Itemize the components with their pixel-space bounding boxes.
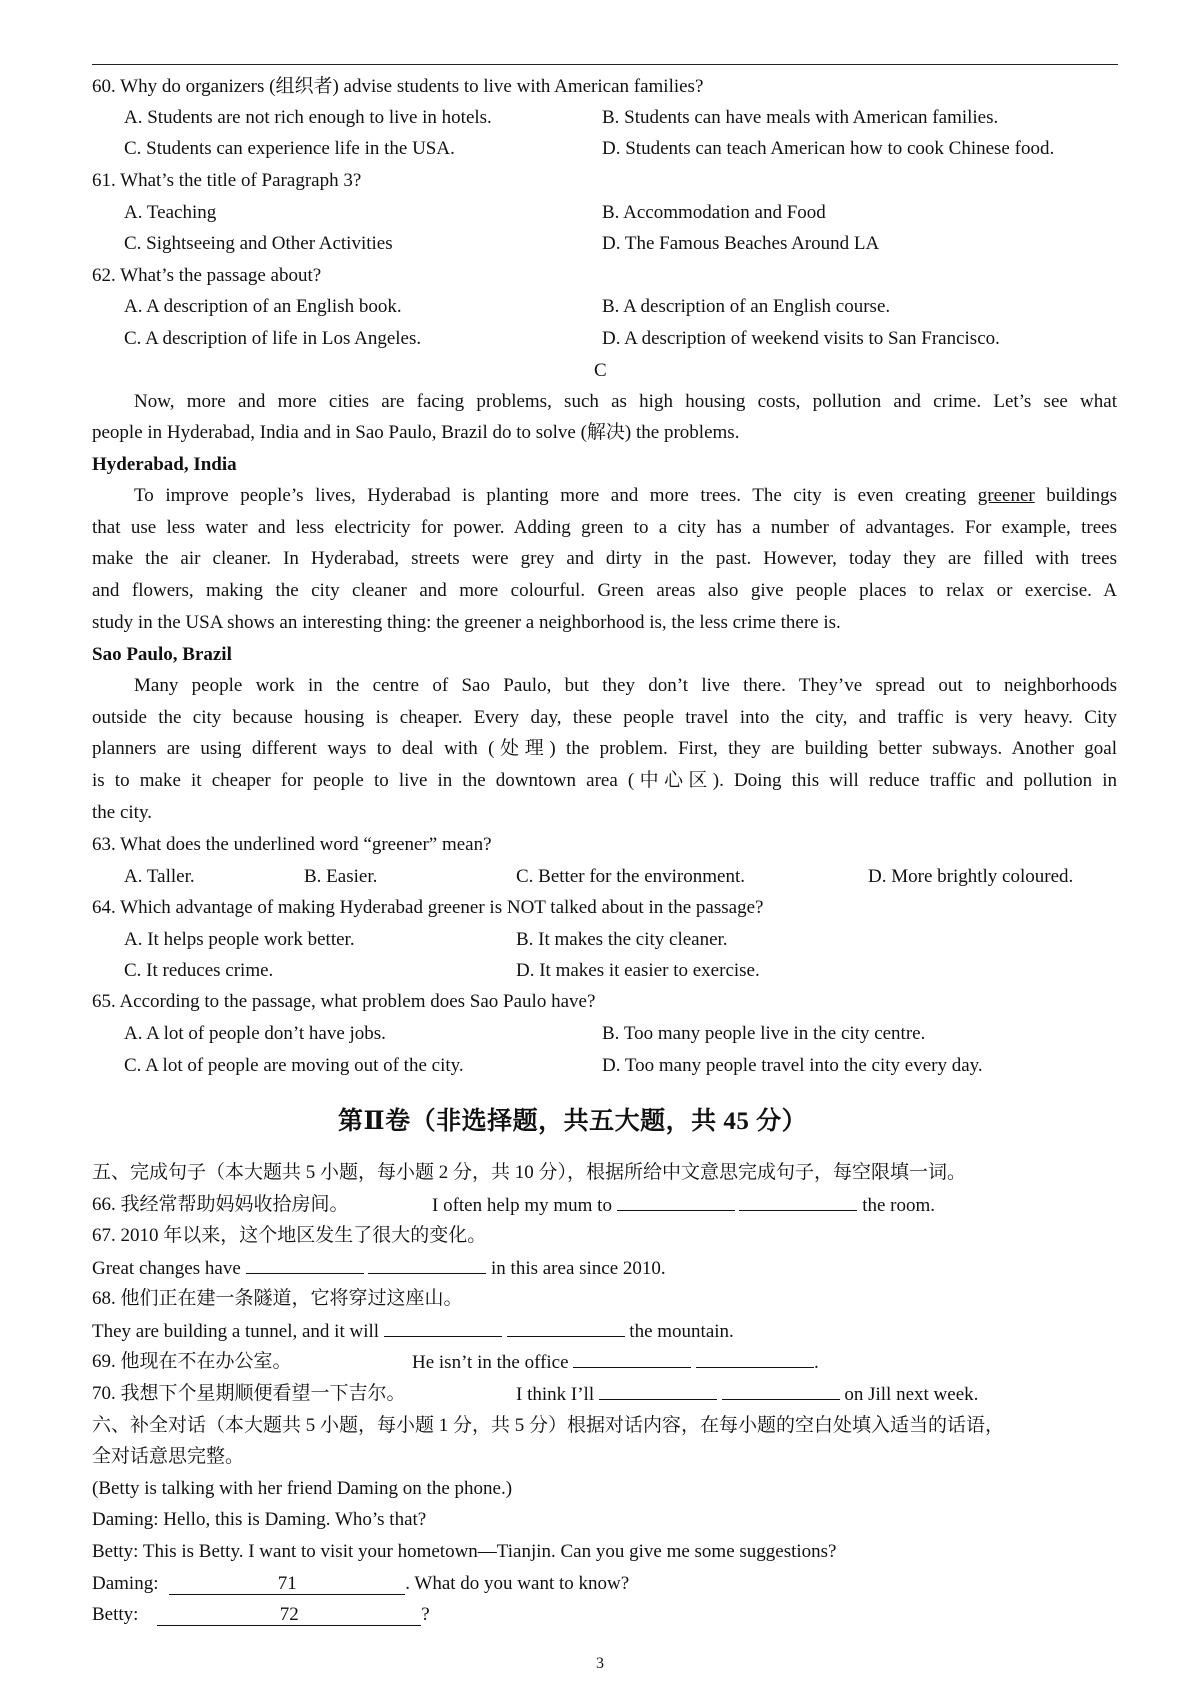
q62-option-a: A. A description of an English book. xyxy=(124,296,402,317)
paragraph-text: To improve people’s lives, Hyderabad is planting more and more trees. The city is even creating xyxy=(134,485,967,506)
q60-option-a: A. Students are not rich enough to live in hotels. xyxy=(124,107,492,128)
q61-option-d: D. The Famous Beaches Around LA xyxy=(602,233,880,254)
dialogue-line xyxy=(92,1604,430,1626)
q70-chinese: 70. 我想下个星期顺便看望一下吉尔。 xyxy=(92,1383,406,1404)
paragraph-line: is to make it cheaper for people to live in the downtown area (中心区). Doing this will reduce traffic and pollution in xyxy=(92,770,1117,791)
q63-option-c: C. Better for the environment. xyxy=(516,866,745,887)
paragraph-line: and flowers, making the city cleaner and more colourful. Green areas also give people places to relax or exercise. A xyxy=(92,580,1117,601)
q68-english xyxy=(92,1320,734,1343)
paragraph-line: study in the USA shows an interesting thing: the greener a neighborhood is, the less crime there is. xyxy=(92,612,841,633)
answer-blank[interactable] xyxy=(599,1383,717,1400)
answer-blank[interactable] xyxy=(739,1194,857,1211)
answer-blank[interactable] xyxy=(696,1351,814,1368)
answer-blank[interactable] xyxy=(507,1320,625,1337)
paragraph-line: the city. xyxy=(92,802,152,823)
q68-text-before: They are building a tunnel, and it will xyxy=(92,1321,380,1342)
passage-intro-line: people in Hyderabad, India and in Sao Paulo, Brazil do to solve (解决) the problems. xyxy=(92,422,740,443)
passage-intro-line: Now, more and more cities are facing problems, such as high housing costs, pollution and crime. Let’s see what xyxy=(134,391,1117,412)
q61-option-b: B. Accommodation and Food xyxy=(602,202,826,223)
q64-option-b: B. It makes the city cleaner. xyxy=(516,929,728,950)
question-60-stem: 60. Why do organizers (组织者) advise students to live with American families? xyxy=(92,76,704,97)
q70-text-before: I think I’ll xyxy=(516,1384,595,1405)
dialogue-line: Betty: This is Betty. I want to visit your hometown—Tianjin. Can you give me some suggestions? xyxy=(92,1541,837,1562)
question-64-stem: 64. Which advantage of making Hyderabad greener is NOT talked about in the passage? xyxy=(92,897,764,918)
dialogue-text: . What do you want to know? xyxy=(405,1573,630,1594)
q68-chinese: 68. 他们正在建一条隧道，它将穿过这座山。 xyxy=(92,1288,463,1309)
answer-blank-72[interactable]: 72 xyxy=(157,1605,421,1626)
q60-option-d: D. Students can teach American how to cook Chinese food. xyxy=(602,138,1055,159)
speaker-daming: Daming: xyxy=(92,1573,159,1594)
q61-option-c: C. Sightseeing and Other Activities xyxy=(124,233,393,254)
answer-blank[interactable] xyxy=(384,1320,502,1337)
dialogue-context: (Betty is talking with her friend Daming on the phone.) xyxy=(92,1478,513,1499)
q60-option-b: B. Students can have meals with American families. xyxy=(602,107,999,128)
q64-option-d: D. It makes it easier to exercise. xyxy=(516,960,760,981)
paragraph-line: Many people work in the centre of Sao Paulo, but they don’t live there. They’ve spread out to neighborhoods xyxy=(134,675,1117,696)
section-2-title: 第Ⅱ卷（非选择题，共五大题，共 45 分） xyxy=(338,1108,808,1135)
page-number: 3 xyxy=(596,1655,604,1672)
q66-text-before: I often help my mum to xyxy=(432,1195,612,1216)
q70-english xyxy=(516,1383,978,1406)
underlined-word-greener: greener xyxy=(977,485,1035,506)
q70-text-after: on Jill next week. xyxy=(844,1384,979,1405)
q65-option-a: A. A lot of people don’t have jobs. xyxy=(124,1023,386,1044)
q67-chinese: 67. 2010 年以来，这个地区发生了很大的变化。 xyxy=(92,1225,487,1246)
speaker-betty: Betty: xyxy=(92,1604,139,1625)
part-6-instruction: 全对话意思完整。 xyxy=(92,1446,245,1467)
q69-chinese: 69. 他现在不在办公室。 xyxy=(92,1351,292,1372)
q61-option-a: A. Teaching xyxy=(124,202,217,223)
q62-option-d: D. A description of weekend visits to San Francisco. xyxy=(602,328,1000,349)
q63-option-a: A. Taller. xyxy=(124,866,195,887)
heading-sao-paulo: Sao Paulo, Brazil xyxy=(92,644,232,665)
dialogue-text: ? xyxy=(421,1604,430,1625)
paragraph-line: planners are using different ways to deal with (处理) the problem. First, they are building better subways. Another goal xyxy=(92,738,1117,759)
q64-option-a: A. It helps people work better. xyxy=(124,929,355,950)
dialogue-line: Daming: Hello, this is Daming. Who’s that? xyxy=(92,1509,427,1530)
question-65-stem: 65. According to the passage, what problem does Sao Paulo have? xyxy=(92,991,596,1012)
q69-english xyxy=(412,1351,819,1374)
q68-text-after: the mountain. xyxy=(629,1321,734,1342)
q62-option-b: B. A description of an English course. xyxy=(602,296,891,317)
q66-chinese: 66. 我经常帮助妈妈收拾房间。 xyxy=(92,1194,349,1215)
answer-blank[interactable] xyxy=(722,1383,840,1400)
answer-blank[interactable] xyxy=(368,1257,486,1274)
q65-option-c: C. A lot of people are moving out of the city. xyxy=(124,1055,464,1076)
paragraph-line xyxy=(134,485,1117,507)
answer-blank[interactable] xyxy=(617,1194,735,1211)
paragraph-line: that use less water and less electricity for power. Adding green to a city has a number of advantages. For example, trees xyxy=(92,517,1117,538)
paragraph-text: buildings xyxy=(1046,485,1118,506)
passage-letter: C xyxy=(594,360,607,381)
q69-text-before: He isn’t in the office xyxy=(412,1352,569,1373)
q62-option-c: C. A description of life in Los Angeles. xyxy=(124,328,422,349)
answer-blank-71[interactable]: 71 xyxy=(169,1574,405,1595)
header-rule xyxy=(92,64,1118,65)
q67-text-after: in this area since 2010. xyxy=(491,1258,666,1279)
answer-blank[interactable] xyxy=(246,1257,364,1274)
answer-blank[interactable] xyxy=(573,1351,691,1368)
paragraph-line: outside the city because housing is cheaper. Every day, these people travel into the city, and traffic is very heavy. City xyxy=(92,707,1117,728)
q60-option-c: C. Students can experience life in the USA. xyxy=(124,138,455,159)
q69-text-after: . xyxy=(814,1352,819,1373)
q66-english xyxy=(432,1194,935,1217)
q66-text-after: the room. xyxy=(862,1195,936,1216)
question-62-stem: 62. What’s the passage about? xyxy=(92,265,322,286)
q63-option-d: D. More brightly coloured. xyxy=(868,866,1074,887)
heading-hyderabad: Hyderabad, India xyxy=(92,454,237,475)
question-63-stem: 63. What does the underlined word “greener” mean? xyxy=(92,834,492,855)
q67-english xyxy=(92,1257,666,1280)
q64-option-c: C. It reduces crime. xyxy=(124,960,274,981)
question-61-stem: 61. What’s the title of Paragraph 3? xyxy=(92,170,362,191)
part-6-instruction: 六、补全对话（本大题共 5 小题，每小题 1 分，共 5 分）根据对话内容，在每小题的空白处填入适当的话语， xyxy=(92,1415,1005,1436)
part-5-instruction: 五、完成句子（本大题共 5 小题，每小题 2 分，共 10 分），根据所给中文意思完成句子，每空限填一词。 xyxy=(92,1162,967,1183)
q65-option-b: B. Too many people live in the city centre. xyxy=(602,1023,926,1044)
paragraph-line: make the air cleaner. In Hyderabad, streets were grey and dirty in the past. However, today they are filled with trees xyxy=(92,548,1117,569)
dialogue-line xyxy=(92,1573,629,1595)
q63-option-b: B. Easier. xyxy=(304,866,378,887)
q65-option-d: D. Too many people travel into the city every day. xyxy=(602,1055,983,1076)
q67-text-before: Great changes have xyxy=(92,1258,241,1279)
